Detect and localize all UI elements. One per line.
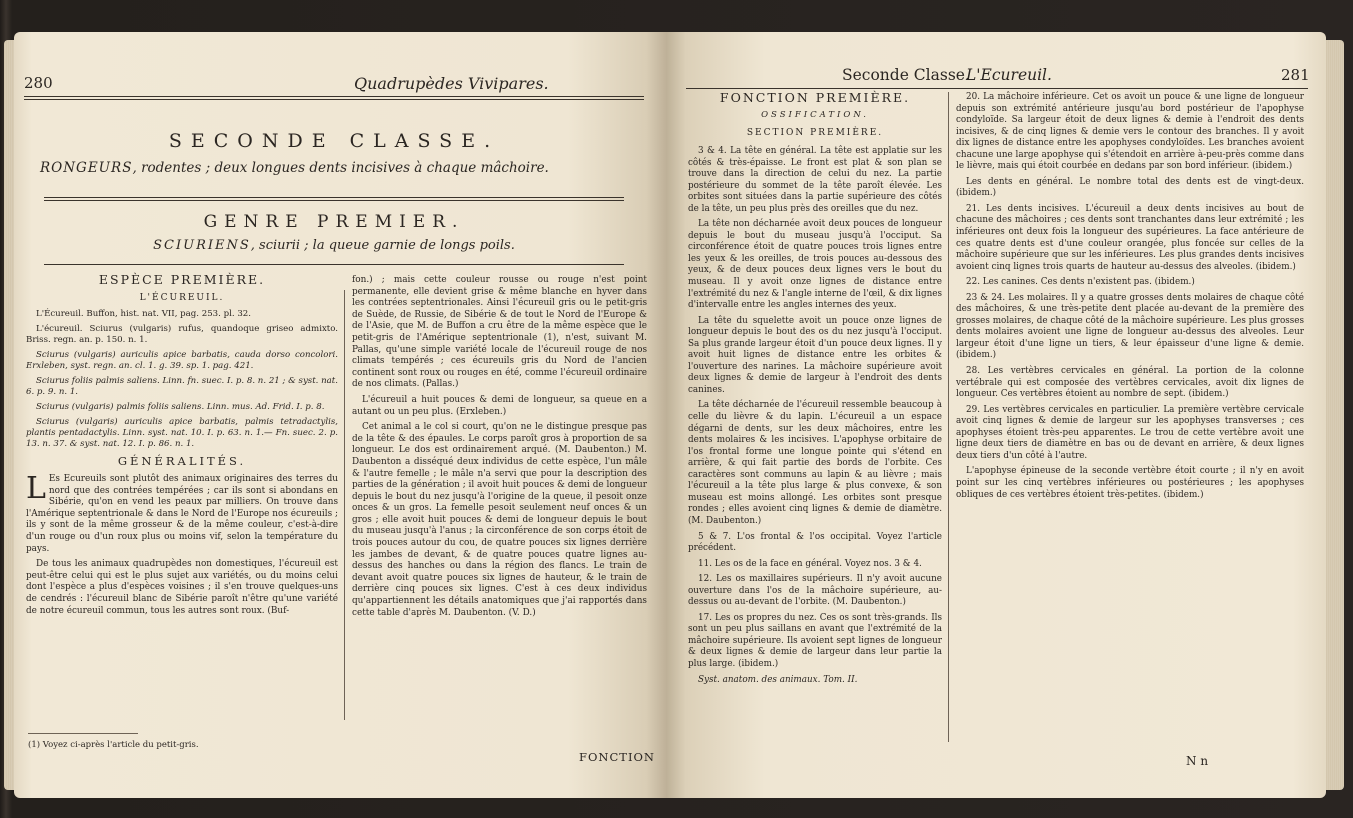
synonym-entry: Sciurus foliis palmis saliens. Linn. fn. suec. I. p. 8. n. 21 ; & syst. nat. 6. p. 9. n. 1. [26, 376, 338, 397]
paragraph: 23 & 24. Les molaires. Il y a quatre grosses dents molaires de chaque côté des mâchoires, & une très-petite dent placée au-devant de la première des grosses molaires, de chaque côté de la mâchoire supérieure. Les plus grosses dents molaires avoient une ligne de longueur au-dessus des alveoles. Leur largeur étoit d'une ligne un tiers, & leur épaisseur d'une ligne & demie. (ibidem.) [956, 292, 1304, 361]
header-rule [24, 99, 644, 100]
genre-title: GENRE PREMIER. [203, 212, 465, 232]
synonym-entry: Sciurus (vulgaris) auriculis apice barbatis, palmis tetradactylis, plantis pentadactylis. Linn. syst. nat. 10. I. p. 63. n. 1.— Fn. suec. 2. p. 13. n. 37. & syst. nat. 12. I. p. 86. n. 1. [26, 417, 338, 449]
synonym-entry: Sciurus (vulgaris) auriculis apice barbatis, cauda dorso concolori. Erxleben, syst. regn. an. cl. 1. g. 39. sp. 1. pag. 421. [26, 350, 338, 371]
running-head: Quadrupèdes Vivipares. [354, 74, 549, 93]
footnote-rule [28, 733, 138, 734]
ossification-heading: OSSIFICATION. [761, 110, 869, 120]
paragraph: 5 & 7. L'os frontal & l'os occipital. Voyez l'article précédent. [688, 531, 942, 554]
class-subtitle [40, 160, 650, 176]
right-column-1 [688, 90, 942, 685]
generalites-text [26, 471, 338, 617]
paragraph: Cet animal a le col si court, qu'on ne le distingue presque pas de la tête & des épaules. Le corps paroît gros à proportion de sa longueur. Le dos est ordinairement arqué. (M. Daubenton.) M. Daubenton a disséqué deux individus de cette espèce, l'un mâle & l'autre femelle ; le mâle n'a servi que pour la description des parties de la génération ; il avoit huit pouces & demi de longueur depuis le bout du nez jusqu'à l'origine de la queue, il pesoit onze onces & un gros. La femelle pesoit seulement neuf onces & un gros ; elle avoit huit pouces & demi de longueur depuis le bout du museau jusqu'à l'anus ; la circonférence de son corps étoit de trois pouces autour du cou, de quatre pouces six lignes derrière les jambes de devant, & de quatre pouces quatre lignes au-dessus des hanches ou dans la région des flancs. Le train de devant avoit quatre pouces six lignes de hauteur, & le train de derrière cinq pouces six lignes. C'est à ces deux individus qu'appartiennent les détails anatomiques que j'ai rapportés dans cette table d'après M. Daubenton. (V. D.) [352, 422, 647, 618]
signature-line: Syst. anatom. des animaux. Tom. II. [698, 674, 858, 685]
page-number: 280 [24, 74, 53, 92]
paragraph: fon.) ; mais cette couleur rousse ou rouge n'est point permanente, elle devient grise & même blanche en hyver dans les contrées septentrionales. Ainsi l'écureuil gris ou le petit-gris de Suède, de Russie, de Sibérie & de tout le Nord de l'Europe & de l'Asie, que M. de Buffon a cru être de la même espèce que le petit-gris de l'Amérique septentrionale (1), n'est, suivant M. Pallas, qu'une simple variété locale de l'écureuil rouge de nos climats tempérés ; ces écureuils gris du Nord de l'ancien continent sont roux ou rouges en été, comme l'écureuil ordinaire de nos climats. (Pallas.) [352, 275, 647, 390]
class-subtitle-rest: , rodentes ; deux longues dents incisives à chaque mâchoire. [132, 160, 549, 176]
left-column-2 [352, 275, 647, 623]
paragraph: Les dents en général. Le nombre total des dents est de vingt-deux. (ibidem.) [956, 176, 1304, 199]
fonction-title: FONCTION PREMIÈRE. [719, 90, 911, 105]
right-page [666, 32, 1326, 798]
paragraph: La tête décharnée de l'écureuil ressemble beaucoup à celle du lièvre & du lapin. L'écureuil a un espace dégarni de dents, sur les deux mâchoires, entre les dents molaires & les incisives. L'apophyse orbitaire de l'os frontal forme une longue pointe qui s'étend en arrière, & qui fait partie des bords de l'orbite. Ces caractères sont communs au lapin & au lièvre ; mais l'écureuil a la tête plus large & plus convexe, & son museau est moins allongé. Les orbites sont presque rondes ; elles avoient cinq lignes & demie de diamètre. (M. Daubenton.) [688, 400, 942, 526]
species-name: L'ÉCUREUIL. [139, 293, 225, 303]
drop-cap: L [26, 471, 46, 506]
genre-subtitle-rest: , sciurii ; la queue garnie de longs poils. [250, 238, 515, 253]
running-head-right: L'Ecureuil. [966, 66, 1052, 84]
column-divider [948, 92, 949, 742]
section-rule [44, 200, 624, 201]
genre-subtitle-head: SCIURIENS [153, 238, 251, 253]
paragraph: 29. Les vertèbres cervicales en particulier. La première vertèbre cervicale avoit cinq lignes & demie de largeur sur les apophyses transverses ; ces apophyses étoient très-peu apparentes. Le trou de cette vertèbre avoit une ligne deux tiers de diamètre en bas ou de devant en arrière, & deux lignes deux tiers d'un côté à l'autre. [956, 404, 1304, 461]
paragraph: 17. Les os propres du nez. Ces os sont très-grands. Ils sont un peu plus saillans en avant que l'extrémité de la mâchoire supérieure. Ils avoient sept lignes de longueur & deux lignes & demie de largeur dans leur partie la plus large. (ibidem.) [688, 612, 942, 669]
species-title: ESPÈCE PREMIÈRE. [98, 272, 266, 287]
catchword: FONCTION [579, 750, 655, 764]
left-page [14, 32, 666, 798]
paragraph: L'apophyse épineuse de la seconde vertèbre étoit courte ; il n'y en avoit point sur les cinq vertèbres inférieures ou postérieures ; les apophyses obliques de ces vertèbres étoient très-petites. (ibidem.) [956, 466, 1304, 500]
paragraph: La tête non décharnée avoit deux pouces de longueur depuis le bout du museau jusqu'à l'occiput. Sa circonférence étoit de quatre pouces trois lignes entre les yeux & les oreilles, de trois pouces au-dessous des yeux, & de deux pouces deux lignes vers le bout du museau. Il y avoit onze lignes de distance entre l'extrémité du nez & l'angle interne de l'œil, & dix lignes d'intervalle entre les angles internes des yeux. [688, 219, 942, 311]
paragraph: De tous les animaux quadrupèdes non domestiques, l'écureuil est peut-être celui qui est le plus sujet aux variétés, ou du moins celui dont l'espèce a plus d'espèces voisines ; il s'en trouve quelques-uns de cendrés : l'écureuil blanc de Sibérie paroît n'être qu'une variété de notre écureuil commun, tous les autres sont roux. (Buf- [26, 559, 338, 616]
paragraph: L'écureuil a huit pouces & demi de longueur, sa queue en a autant ou un peu plus. (Erxleben.) [352, 394, 647, 417]
class-title: SECONDE CLASSE. [168, 130, 500, 152]
paragraph: 11. Les os de la face en général. Voyez nos. 3 & 4. [698, 558, 922, 569]
signature-mark: N n [1186, 754, 1209, 768]
paragraph: La tête du squelette avoit un pouce onze lignes de longueur depuis le bout des os du nez jusqu'à l'occiput. Sa plus grande largeur étoit d'un pouce deux lignes. Il y avoit huit lignes de distance entre les orbites & l'ouverture des narines. La mâchoire supérieure avoit deux lignes & demie de largeur à l'endroit des dents canines. [688, 315, 942, 395]
left-column-1 [26, 272, 338, 621]
header-rule [24, 96, 644, 97]
section-rule [44, 197, 624, 198]
section-rule [44, 264, 624, 265]
header-rule [686, 88, 1308, 89]
page-number: 281 [1281, 66, 1310, 84]
paragraph: Es Ecureuils sont plutôt des animaux originaires des terres du nord que des contrées tempérées ; car ils sont si abondans en Sibérie, qu'on en vend les peaux par milliers. On trouve dans l'Amérique septentrionale & dans le Nord de l'Europe nos écureuils ; ils y sont de la même grosseur & de la même couleur, c'est-à-dire d'un rouge ou d'un roux plus ou moins vif, selon la température du pays. [26, 474, 338, 554]
genre-subtitle [24, 238, 644, 253]
generalites-title: GÉNÉRALITÉS. [117, 454, 247, 468]
running-head-left: Seconde Classe. [842, 66, 970, 84]
column-divider [344, 290, 345, 720]
synonym-entry: Sciurus (vulgaris) palmis foliis saliens. Linn. mus. Ad. Frid. I. p. 8. [36, 402, 325, 412]
paragraph: 22. Les canines. Ces dents n'existent pas. (ibidem.) [966, 277, 1195, 288]
right-column-2 [956, 92, 1304, 505]
paragraph: 3 & 4. La tête en général. La tête est applatie sur les côtés & très-épaisse. Le front est plat & son plan se trouve dans la direction de celui du nez. La partie postérieure du sommet de la tête paroît élevée. Les orbites sont situées dans la partie supérieure des côtés de la tête, un peu plus près des oreilles que du nez. [688, 146, 942, 214]
page-edges-right [1326, 40, 1344, 790]
paragraph: 28. Les vertèbres cervicales en général. La portion de la colonne vertébrale qui est composée des vertèbres cervicales, avoit dix lignes de longueur. Ces vertèbres étoient au nombre de sept. (ibidem.) [956, 366, 1304, 400]
synonym-entry: L'Écureuil. Buffon, hist. nat. VII, pag. 253. pl. 32. [36, 309, 251, 319]
synonymy [26, 309, 338, 450]
paragraph: 12. Les os maxillaires supérieurs. Il n'y avoit aucune ouverture dans l'os de la mâchoire supérieure, au-dessus ou au-devant de l'orbite. (M. Daubenton.) [688, 574, 942, 608]
section-title: SECTION PREMIÈRE. [746, 128, 884, 138]
synonym-entry: L'écureuil. Sciurus (vulgaris) rufus, quandoque griseo admixto. Briss. regn. an. p. 150. n. 1. [26, 324, 338, 345]
paragraph: 21. Les dents incisives. L'écureuil a deux dents incisives au bout de chacune des mâchoires ; ces dents sont tranchantes dans leur extrémité ; les inférieures ont deux fois la longueur des supérieures. La face antérieure de ces quatre dents est d'une couleur orangée, plus foncée sur celles de la mâchoire supérieure que sur les inférieures. Les plus grandes dents incisives avoient cinq lignes trois quarts de hauteur au-dessus des alveoles. (ibidem.) [956, 203, 1304, 272]
class-subtitle-head: RONGEURS [40, 160, 133, 176]
footnote: (1) Voyez ci-après l'article du petit-gris. [28, 740, 199, 750]
right-col1-text [688, 146, 942, 671]
paragraph: 20. La mâchoire inférieure. Cet os avoit un pouce & une ligne de longueur depuis son extrémité antérieure jusqu'au bord postérieur de l'apophyse condyloïde. Sa largeur étoit de deux lignes & demie à l'endroit des dents incisives, & de cinq lignes & demie vers le contour des branches. Il y avoit dix lignes de distance entre les apophyses condyloïdes. Les branches avoient chacune une large apophyse qui s'étendoit en arrière à-peu-près comme dans le lièvre, mais qui étoit courbée en dedans par son bord inférieur. (ibidem.) [956, 92, 1304, 172]
